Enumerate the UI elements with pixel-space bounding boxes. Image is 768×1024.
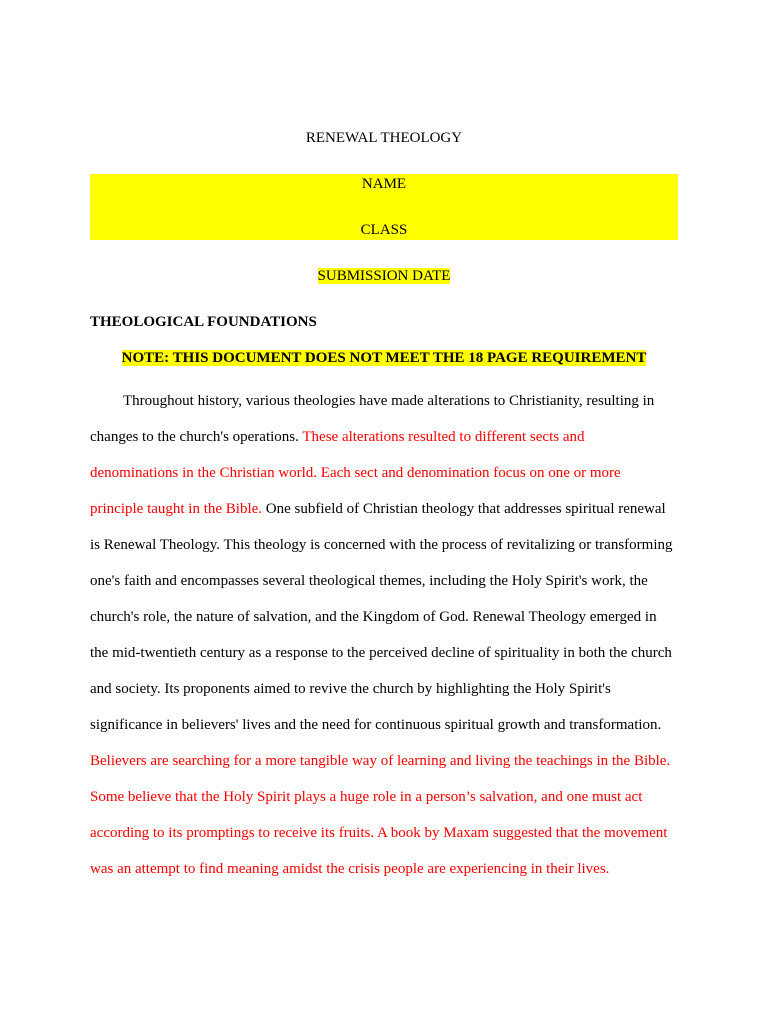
body-paragraph bbox=[90, 383, 678, 887]
name-label: NAME bbox=[361, 176, 407, 192]
paragraph-line bbox=[90, 383, 678, 419]
name-placeholder bbox=[0, 174, 768, 194]
text-segment: one's faith and encompasses several theological themes, including the Holy Spirit's work, the bbox=[90, 573, 648, 589]
red-text-segment: Some believe that the Holy Spirit plays a huge role in a person’s salvation, and one must act bbox=[90, 789, 643, 805]
text-segment: One subfield of Christian theology that addresses spiritual renewal bbox=[262, 501, 666, 517]
paragraph-line bbox=[90, 779, 678, 815]
text-segment: changes to the church's operations. bbox=[90, 429, 303, 445]
red-text-segment: principle taught in the Bible. bbox=[90, 501, 263, 517]
red-text-segment: according to its promptings to receive its fruits. A book by Maxam suggested that the movement bbox=[90, 825, 668, 841]
paragraph-line bbox=[90, 527, 678, 563]
document-title: RENEWAL THEOLOGY bbox=[305, 130, 463, 146]
requirement-note bbox=[0, 348, 768, 368]
submission-date-placeholder bbox=[0, 266, 768, 286]
paragraph-line bbox=[90, 815, 678, 851]
class-label: CLASS bbox=[360, 222, 408, 238]
red-text-segment: denominations in the Christian world. Each sect and denomination focus on one or more bbox=[90, 465, 621, 481]
class-placeholder bbox=[0, 220, 768, 240]
paragraph-line bbox=[90, 671, 678, 707]
red-text-segment: These alterations resulted to different sects and bbox=[302, 429, 585, 445]
text-segment: the mid-twentieth century as a response to the perceived decline of spirituality in both the church bbox=[90, 645, 672, 661]
text-segment: and society. Its proponents aimed to revive the church by highlighting the Holy Spirit's bbox=[90, 681, 611, 697]
paragraph-line bbox=[90, 563, 678, 599]
paragraph-line bbox=[90, 635, 678, 671]
text-segment: significance in believers' lives and the need for continuous spiritual growth and transformation. bbox=[90, 717, 662, 733]
paragraph-line bbox=[90, 707, 678, 743]
submission-date-label: SUBMISSION DATE bbox=[317, 268, 451, 284]
paragraph-line bbox=[90, 743, 678, 779]
text-segment: is Renewal Theology. This theology is concerned with the process of revitalizing or transforming bbox=[90, 537, 673, 553]
paragraph-line bbox=[90, 491, 678, 527]
paragraph-line bbox=[90, 851, 678, 887]
red-text-segment: was an attempt to find meaning amidst the crisis people are experiencing in their lives. bbox=[90, 861, 610, 877]
paragraph-line bbox=[90, 599, 678, 635]
paragraph-line bbox=[90, 455, 678, 491]
red-text-segment: Believers are searching for a more tangible way of learning and living the teachings in the Bible. bbox=[90, 753, 671, 769]
text-segment: church's role, the nature of salvation, and the Kingdom of God. Renewal Theology emerged in bbox=[90, 609, 657, 625]
paragraph-line bbox=[90, 419, 678, 455]
requirement-note-text: NOTE: THIS DOCUMENT DOES NOT MEET THE 18 PAGE REQUIREMENT bbox=[121, 350, 647, 366]
text-segment: Throughout history, various theologies have made alterations to Christianity, resulting in bbox=[123, 393, 655, 409]
section-heading: THEOLOGICAL FOUNDATIONS bbox=[90, 314, 317, 330]
